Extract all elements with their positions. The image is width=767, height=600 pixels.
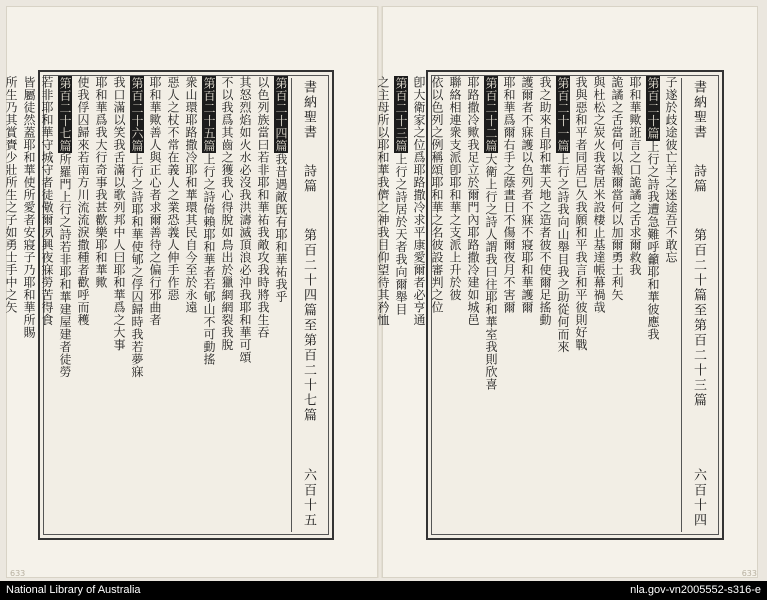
right-margin-section: 詩篇 xyxy=(691,164,706,194)
verse-text: 耶路撒冷歟我足立於爾門內耶路撒冷建如城邑 xyxy=(466,76,480,326)
left-text-column xyxy=(39,76,54,534)
right-text-column xyxy=(429,76,444,534)
verse-text: 大衛上行之詩人謂我曰往耶和華室我則欣喜 xyxy=(484,153,498,391)
verse-text: 耶和華爲我大行奇事我甚歡樂耶和華歟 xyxy=(94,76,108,289)
verse-text: 之主母所以耶和華我儕之神我目仰望待其矜恤 xyxy=(376,76,390,326)
right-text-column xyxy=(591,76,606,534)
psalm-heading: 第百二十五篇 xyxy=(202,77,216,152)
verse-text: 上行之詩居於天者我向爾舉目 xyxy=(394,153,408,316)
left-text-column xyxy=(273,76,288,534)
right-text-column xyxy=(645,76,660,534)
left-text-column xyxy=(93,76,108,534)
footer-bar xyxy=(0,581,767,600)
right-text-frame xyxy=(376,70,724,540)
left-margin-section: 詩篇 xyxy=(301,164,316,194)
verse-text: 上行之詩我遭急難呼籲耶和華彼應我 xyxy=(646,140,660,341)
verse-text: 我之助來自耶和華天地之造者彼不使爾足搖動 xyxy=(538,76,552,326)
verse-text: 我與惡和平者同居已久我願和平我言和平彼則好戰 xyxy=(574,76,588,351)
left-page-number: 六百十五 xyxy=(301,468,316,528)
verse-text: 若非耶和華守城守者徒儆爾夙興夜寐勞苦得食 xyxy=(40,76,54,326)
left-text-column xyxy=(219,76,234,534)
verse-text: 上行之詩耶和華使郇之俘囚歸時我若夢寐 xyxy=(130,153,144,378)
verse-text: 衆山環耶路撒冷耶和華環其民自今至於永遠 xyxy=(184,76,198,314)
verse-text: 以色列族當曰若非耶和華祐我敵攻我時將我生吞 xyxy=(256,76,270,339)
psalm-heading: 第百二十一篇 xyxy=(556,77,570,152)
left-text-column xyxy=(57,76,72,534)
right-text-column xyxy=(573,76,588,534)
left-text-columns xyxy=(4,76,288,534)
verse-text: 上行之詩我向山舉目我之助從何而來 xyxy=(556,153,570,353)
verse-text: 耶和華爲爾右手之蔭晝日不傷爾夜月不害爾 xyxy=(502,76,516,314)
left-text-column xyxy=(255,76,270,534)
right-text-column xyxy=(555,76,570,534)
right-text-column xyxy=(465,76,480,534)
right-page-number: 六百十四 xyxy=(691,468,706,528)
footer-library-name: National Library of Australia xyxy=(6,584,141,596)
psalm-heading: 第百二十四篇 xyxy=(274,77,288,152)
left-text-column xyxy=(183,76,198,534)
left-text-column xyxy=(237,76,252,534)
verse-text: 不以我爲其齒之獲我心得脫如鳥出於獵網網裂我脫 xyxy=(220,76,234,351)
left-scan-mark: 633 xyxy=(10,569,26,578)
left-text-column xyxy=(201,76,216,534)
right-text-column xyxy=(609,76,624,534)
right-text-column xyxy=(519,76,534,534)
verse-text: 我口滿以笑我舌滿以歌列邦中人曰耶和華爲之大事 xyxy=(112,76,126,351)
verse-text: 皆屬徒然蓋耶和華使所愛者安寢子乃耶和華所賜 xyxy=(22,76,36,339)
right-scan-mark: 633 xyxy=(741,569,757,578)
left-text-column xyxy=(147,76,162,534)
right-text-column xyxy=(393,76,408,534)
verse-text: 依以色列之例稱頌耶和華之名彼設審判之位 xyxy=(430,76,444,314)
psalm-heading: 第百二十七篇 xyxy=(58,77,72,152)
verse-text: 聯絡相連衆支派卽耶和華之支派上升於彼 xyxy=(448,76,462,301)
verse-text: 使我俘囚歸來若南方川流流淚撒種者歡呼而穫 xyxy=(76,76,90,326)
right-text-column xyxy=(663,76,678,534)
left-text-column xyxy=(3,76,18,534)
right-text-column xyxy=(501,76,516,534)
verse-text: 所羅門上行之詩若非耶和華建屋建者徒勞 xyxy=(58,153,72,378)
right-margin-range: 第百二十篇至第百二十三篇 xyxy=(691,228,706,408)
psalm-heading: 第百二十篇 xyxy=(646,77,660,140)
left-text-column xyxy=(111,76,126,534)
verse-text: 我昔遇敵旣有耶和華祐我乎 xyxy=(274,153,288,303)
right-text-column xyxy=(537,76,552,534)
verse-text: 卽大衛家之位爲耶路撒冷求平康愛爾者必亨通 xyxy=(412,76,426,326)
verse-text: 上行之詩倚賴耶和華者若郇山不可動搖 xyxy=(202,153,216,366)
verse-text: 耶和華歟善人與正心者求爾善待之偏行邪曲者 xyxy=(148,76,162,326)
verse-text: 護爾者不寐護以色列者不寐不寢耶和華護爾 xyxy=(520,76,534,314)
right-text-column xyxy=(627,76,642,534)
footer-item-id: nla.gov-vn2005552-s316-e xyxy=(630,584,761,596)
verse-text: 耶和華歟誑言之口詭譎之舌求爾救我 xyxy=(628,76,642,276)
left-margin-title: 書納聖書 xyxy=(301,80,316,140)
right-margin-column xyxy=(681,78,716,532)
psalm-heading: 第百二十三篇 xyxy=(394,77,408,152)
left-text-column xyxy=(165,76,180,534)
verse-text: 與杜松之炭火我寄居米設棲止基達帳幕禍哉 xyxy=(592,76,606,314)
left-text-frame xyxy=(4,70,334,540)
left-text-column xyxy=(75,76,90,534)
right-text-column xyxy=(447,76,462,534)
psalm-heading: 第百二十六篇 xyxy=(130,77,144,152)
right-text-column xyxy=(483,76,498,534)
psalm-heading: 第百二十二篇 xyxy=(484,77,498,152)
right-margin-title: 書納聖書 xyxy=(691,80,706,140)
right-text-column xyxy=(375,76,390,534)
left-margin-range: 第百二十四篇至第百二十七篇 xyxy=(301,228,316,423)
left-text-column xyxy=(21,76,36,534)
verse-text: 其怒烈焰如火水必沒我洪濤滅頂浪必沖我耶和華可頌 xyxy=(238,76,252,364)
left-text-column xyxy=(129,76,144,534)
right-text-columns xyxy=(376,76,678,534)
verse-text: 子遂於歧途彼亡羊之迷途吾不敢忘 xyxy=(664,76,678,264)
verse-text: 所生乃其賞賚少壯所生之子如勇士手中之矢 xyxy=(4,76,18,314)
verse-text: 詭譎之舌當何以報爾當何以加爾勇士利矢 xyxy=(610,76,624,301)
left-margin-column xyxy=(291,78,326,532)
verse-text: 惡人之杖不常在義人之業恐義人伸手作惡 xyxy=(166,76,180,301)
right-text-column xyxy=(411,76,426,534)
